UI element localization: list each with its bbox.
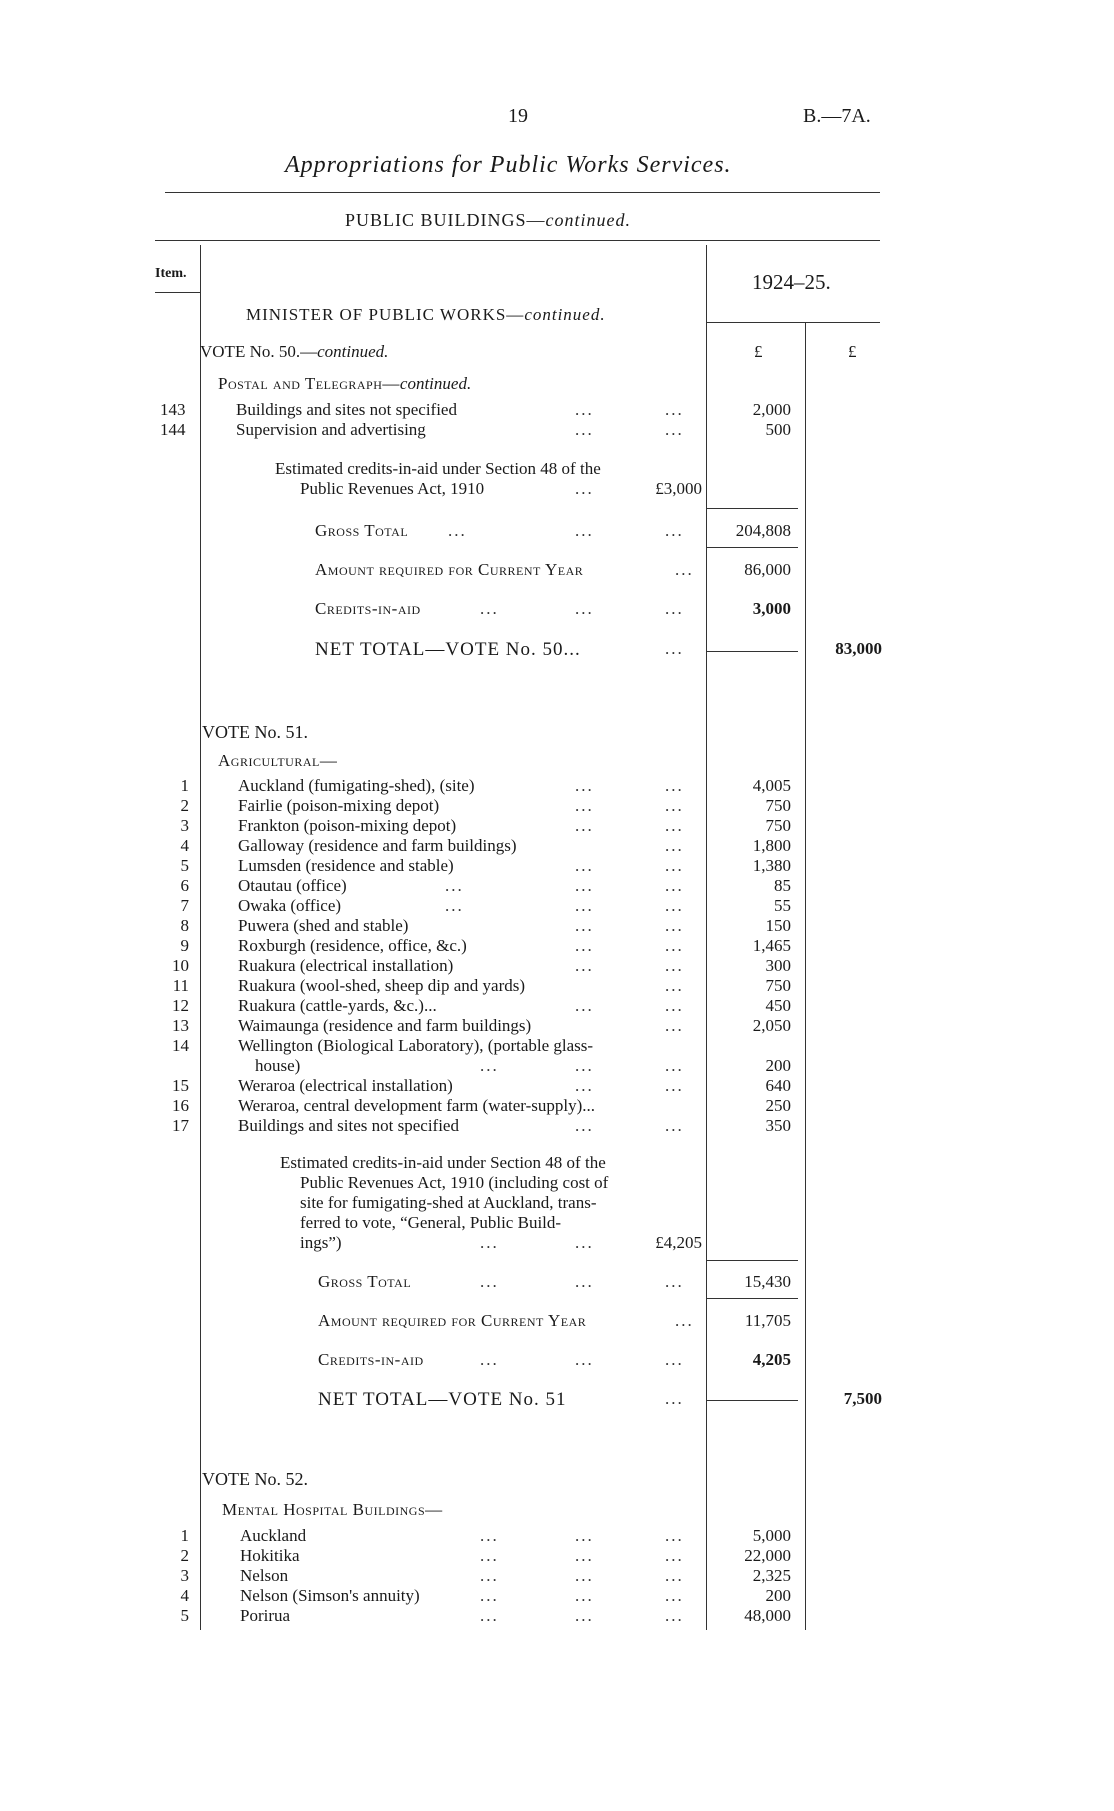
leader-dots: ...: [665, 1606, 684, 1625]
doc-ref-main: B.—7: [803, 105, 852, 127]
section-rule: [155, 240, 880, 241]
leader-dots: ...: [575, 1056, 594, 1075]
pound-column-header-1: £: [754, 342, 763, 361]
item-description: Buildings and sites not specified: [238, 1116, 459, 1135]
item-number: 144: [160, 420, 186, 439]
item-description: Porirua: [240, 1606, 291, 1625]
item-description: Otautau (office): [238, 876, 347, 895]
leader-dots: ...: [665, 836, 684, 855]
item-description: Auckland: [240, 1526, 307, 1545]
item-number: 1: [180, 1526, 189, 1545]
leader-dots: ...: [480, 1526, 499, 1545]
item-number: 143: [160, 400, 186, 419]
vote51-net-total-label: NET TOTAL—VOTE No. 51: [318, 1389, 567, 1410]
item-amount: 350: [765, 1116, 791, 1135]
credits-note-line: Public Revenues Act, 1910 (including cost of: [300, 1173, 609, 1192]
leader-dots: ...: [575, 876, 594, 895]
item-amount: 200: [765, 1056, 791, 1075]
item-description: Owaka (office): [238, 896, 342, 915]
item-amount: 250: [765, 1096, 791, 1115]
vote51-credits-note-amount: £4,205: [655, 1233, 702, 1252]
leader-dots: ...: [575, 1233, 594, 1252]
leader-dots: ...: [575, 896, 594, 915]
leader-dots: ...: [480, 1606, 499, 1625]
leader-dots: ...: [575, 776, 594, 795]
credits-note-line: Estimated credits-in-aid under Section 48 of the: [280, 1153, 606, 1172]
minister-label: MINISTER OF PUBLIC WORKS—: [246, 305, 525, 324]
item-description: Supervision and advertising: [236, 420, 426, 439]
item-amount: 750: [765, 796, 791, 815]
leader-dots: ...: [575, 856, 594, 875]
leader-dots: ...: [665, 796, 684, 815]
item-description: Buildings and sites not specified: [236, 400, 457, 419]
item-amount: 2,050: [752, 1016, 791, 1035]
leader-dots: ...: [665, 639, 684, 658]
item-number: 5: [180, 856, 189, 875]
leader-dots: ...: [575, 796, 594, 815]
leader-dots: ...: [575, 1350, 594, 1369]
leader-dots: ...: [665, 936, 684, 955]
leader-dots: ...: [665, 400, 684, 419]
leader-dots: ...: [665, 599, 684, 618]
section-title-main: PUBLIC BUILDINGS—: [345, 210, 546, 230]
leader-dots: ...: [665, 816, 684, 835]
item-number: 6: [180, 876, 189, 895]
gross-total-rule-bottom: [706, 1298, 798, 1299]
item-amount: 1,380: [752, 856, 791, 875]
credits-note-line: site for fumigating-shed at Auckland, trans-: [300, 1193, 597, 1212]
leader-dots: ...: [480, 1566, 499, 1585]
vote50-credits-note-line1: Estimated credits-in-aid under Section 48 of the: [275, 459, 601, 478]
item-number: 8: [180, 916, 189, 935]
leader-dots: ...: [575, 400, 594, 419]
vote50-credits-note-line2: Public Revenues Act, 1910: [300, 479, 485, 498]
leader-dots: ...: [575, 479, 594, 498]
document-title: Appropriations for Public Works Services.: [285, 152, 732, 178]
item-amount: 1,465: [752, 936, 791, 955]
leader-dots: ...: [665, 1116, 684, 1135]
leader-dots: ...: [575, 1526, 594, 1545]
item-number: 2: [180, 1546, 189, 1565]
page-number: 19: [508, 105, 528, 127]
leader-dots: ...: [575, 1586, 594, 1605]
leader-dots: ...: [575, 936, 594, 955]
item-amount: 450: [765, 996, 791, 1015]
leader-dots: ...: [575, 1076, 594, 1095]
leader-dots: ...: [575, 420, 594, 439]
item-number: 4: [180, 1586, 189, 1605]
item-description: Ruakura (cattle-yards, &c.)...: [238, 996, 437, 1015]
vote51-amount-required-label: Amount required for Current Year: [318, 1311, 587, 1330]
year-header-rule: [706, 322, 880, 323]
vote51-net-total: 7,500: [843, 1389, 882, 1408]
leader-dots: ...: [665, 1586, 684, 1605]
item-description: Lumsden (residence and stable): [238, 856, 454, 875]
item-number: 3: [180, 816, 189, 835]
item-number: 7: [180, 896, 189, 915]
vote51-gross-total: 15,430: [744, 1272, 791, 1291]
leader-dots: ...: [665, 521, 684, 540]
vote50-subheading: [218, 374, 471, 394]
item-number: 17: [172, 1116, 189, 1135]
leader-dots: ...: [480, 1233, 499, 1252]
leader-dots: ...: [480, 1272, 499, 1291]
vote52-heading: VOTE No. 52.: [202, 1469, 308, 1489]
minister-heading: [246, 305, 606, 325]
leader-dots: ...: [665, 896, 684, 915]
vote50-net-total: 83,000: [835, 639, 882, 658]
vote50-heading: [200, 342, 388, 362]
vote51-heading: VOTE No. 51.: [202, 722, 308, 742]
item-number: 16: [172, 1096, 189, 1115]
item-column-header: Item.: [155, 266, 187, 281]
item-description-continued: house): [255, 1056, 301, 1075]
leader-dots: ...: [575, 599, 594, 618]
leader-dots: ...: [665, 976, 684, 995]
leader-dots: ...: [480, 1546, 499, 1565]
vote50-credits-label: Credits-in-aid: [315, 599, 421, 618]
item-number: 2: [180, 796, 189, 815]
vote51-credits-label: Credits-in-aid: [318, 1350, 424, 1369]
item-header-rule: [155, 292, 200, 293]
vote50-credits-note-amount: £3,000: [655, 479, 702, 498]
item-amount: 2,325: [752, 1566, 791, 1585]
leader-dots: ...: [575, 1606, 594, 1625]
item-description: Nelson (Simson's annuity): [240, 1586, 420, 1605]
leader-dots: ...: [480, 1056, 499, 1075]
leader-dots: ...: [480, 1350, 499, 1369]
item-amount: 750: [765, 816, 791, 835]
item-number: 11: [172, 976, 189, 995]
leader-dots: ...: [665, 1350, 684, 1369]
item-number: 1: [180, 776, 189, 795]
item-description: Puwera (shed and stable): [238, 916, 409, 935]
leader-dots: ...: [575, 956, 594, 975]
leader-dots: ...: [665, 1056, 684, 1075]
leader-dots: ...: [665, 420, 684, 439]
item-amount: 150: [765, 916, 791, 935]
leader-dots: ...: [665, 996, 684, 1015]
leader-dots: ...: [665, 1016, 684, 1035]
vote50-amount-required-label: Amount required for Current Year: [315, 560, 584, 579]
leader-dots: ...: [575, 1566, 594, 1585]
item-amount: 500: [765, 420, 791, 439]
leader-dots: ...: [575, 1546, 594, 1565]
net-total-dash: [706, 651, 798, 652]
gross-total-rule-top: [706, 1260, 798, 1261]
leader-dots: ...: [665, 876, 684, 895]
item-amount: 5,000: [752, 1526, 791, 1545]
vote50-subheading-cont: continued.: [399, 374, 472, 393]
leader-dots: ...: [665, 1546, 684, 1565]
leader-dots: ...: [665, 856, 684, 875]
item-description: Auckland (fumigating-shed), (site): [238, 776, 475, 795]
leader-dots: ...: [575, 996, 594, 1015]
year-column-header: 1924–25.: [752, 270, 831, 294]
gross-total-rule-top: [706, 508, 798, 509]
item-amount: 85: [774, 876, 791, 895]
vote52-subheading: Mental Hospital Buildings—: [222, 1500, 443, 1519]
doc-reference: [803, 105, 871, 128]
item-description: Ruakura (electrical installation): [238, 956, 454, 975]
leader-dots: ...: [575, 916, 594, 935]
leader-dots: ...: [665, 956, 684, 975]
item-number: 5: [180, 1606, 189, 1625]
vote51-credits: 4,205: [752, 1350, 791, 1369]
item-amount: 22,000: [744, 1546, 791, 1565]
leader-dots: ...: [480, 599, 499, 618]
item-description: Weraroa (electrical installation): [238, 1076, 453, 1095]
leader-dots: ...: [675, 560, 694, 579]
item-column-rule: [200, 245, 201, 1630]
item-description: Ruakura (wool-shed, sheep dip and yards): [238, 976, 526, 995]
item-amount: 200: [765, 1586, 791, 1605]
pound-column-header-2: £: [848, 342, 857, 361]
leader-dots: ...: [665, 1389, 684, 1408]
leader-dots: ...: [665, 1272, 684, 1291]
minister-cont: continued.: [524, 305, 606, 324]
vote51-subheading: Agricultural—: [218, 751, 338, 770]
leader-dots: ...: [665, 1076, 684, 1095]
credits-note-line: ings”): [300, 1233, 342, 1252]
item-number: 4: [180, 836, 189, 855]
leader-dots: ...: [480, 1586, 499, 1605]
net-total-dash: [706, 1400, 798, 1401]
item-description: Wellington (Biological Laboratory), (portable glass-: [238, 1036, 594, 1055]
vote50-gross-total: 204,808: [735, 521, 791, 540]
item-amount: 55: [774, 896, 791, 915]
item-amount: 1,800: [752, 836, 791, 855]
vote50-amount-required: 86,000: [744, 560, 791, 579]
item-amount: 300: [765, 956, 791, 975]
item-number: 3: [180, 1566, 189, 1585]
item-description: Hokitika: [240, 1546, 300, 1565]
leader-dots: ...: [665, 916, 684, 935]
section-title-cont: continued.: [545, 210, 631, 230]
item-amount: 2,000: [752, 400, 791, 419]
leader-dots: ...: [448, 521, 467, 540]
vote50-heading-main: VOTE No. 50.—: [200, 342, 318, 361]
item-number: 15: [172, 1076, 189, 1095]
item-number: 12: [172, 996, 189, 1015]
item-amount: 48,000: [744, 1606, 791, 1625]
leader-dots: ...: [575, 816, 594, 835]
gross-total-rule-bottom: [706, 547, 798, 548]
title-rule: [165, 192, 880, 193]
item-description: Roxburgh (residence, office, &c.): [238, 936, 467, 955]
amount-column-rule: [805, 322, 806, 1630]
section-title: [345, 210, 631, 231]
item-description: Waimaunga (residence and farm buildings): [238, 1016, 532, 1035]
item-number: 10: [172, 956, 189, 975]
item-amount: 750: [765, 976, 791, 995]
item-number: 13: [172, 1016, 189, 1035]
leader-dots: ...: [665, 1526, 684, 1545]
item-amount: 640: [765, 1076, 791, 1095]
item-description: Fairlie (poison-mixing depot): [238, 796, 440, 815]
item-amount: 4,005: [752, 776, 791, 795]
item-description: Galloway (residence and farm buildings): [238, 836, 517, 855]
leader-dots: ...: [665, 776, 684, 795]
leader-dots: ...: [445, 876, 464, 895]
item-number: 14: [172, 1036, 189, 1055]
vote50-credits: 3,000: [752, 599, 791, 618]
leader-dots: ...: [675, 1311, 694, 1330]
vote50-subheading-main: Postal and Telegraph—: [218, 374, 400, 393]
credits-note-line: ferred to vote, “General, Public Build-: [300, 1213, 562, 1232]
vote51-amount-required: 11,705: [744, 1311, 791, 1330]
leader-dots: ...: [575, 1116, 594, 1135]
item-description: Frankton (poison-mixing depot): [238, 816, 457, 835]
leader-dots: ...: [445, 896, 464, 915]
vote50-heading-cont: continued.: [317, 342, 389, 361]
leader-dots: ...: [575, 521, 594, 540]
item-description: Nelson: [240, 1566, 289, 1585]
leader-dots: ...: [665, 1566, 684, 1585]
vote50-net-total-label: NET TOTAL—VOTE No. 50...: [315, 639, 581, 660]
vote50-gross-total-label: Gross Total: [315, 521, 409, 540]
item-description: Weraroa, central development farm (water-supply)...: [238, 1096, 596, 1115]
leader-dots: ...: [575, 1272, 594, 1291]
vote51-gross-total-label: Gross Total: [318, 1272, 412, 1291]
doc-ref-sub: A.: [851, 105, 871, 127]
item-number: 9: [180, 936, 189, 955]
